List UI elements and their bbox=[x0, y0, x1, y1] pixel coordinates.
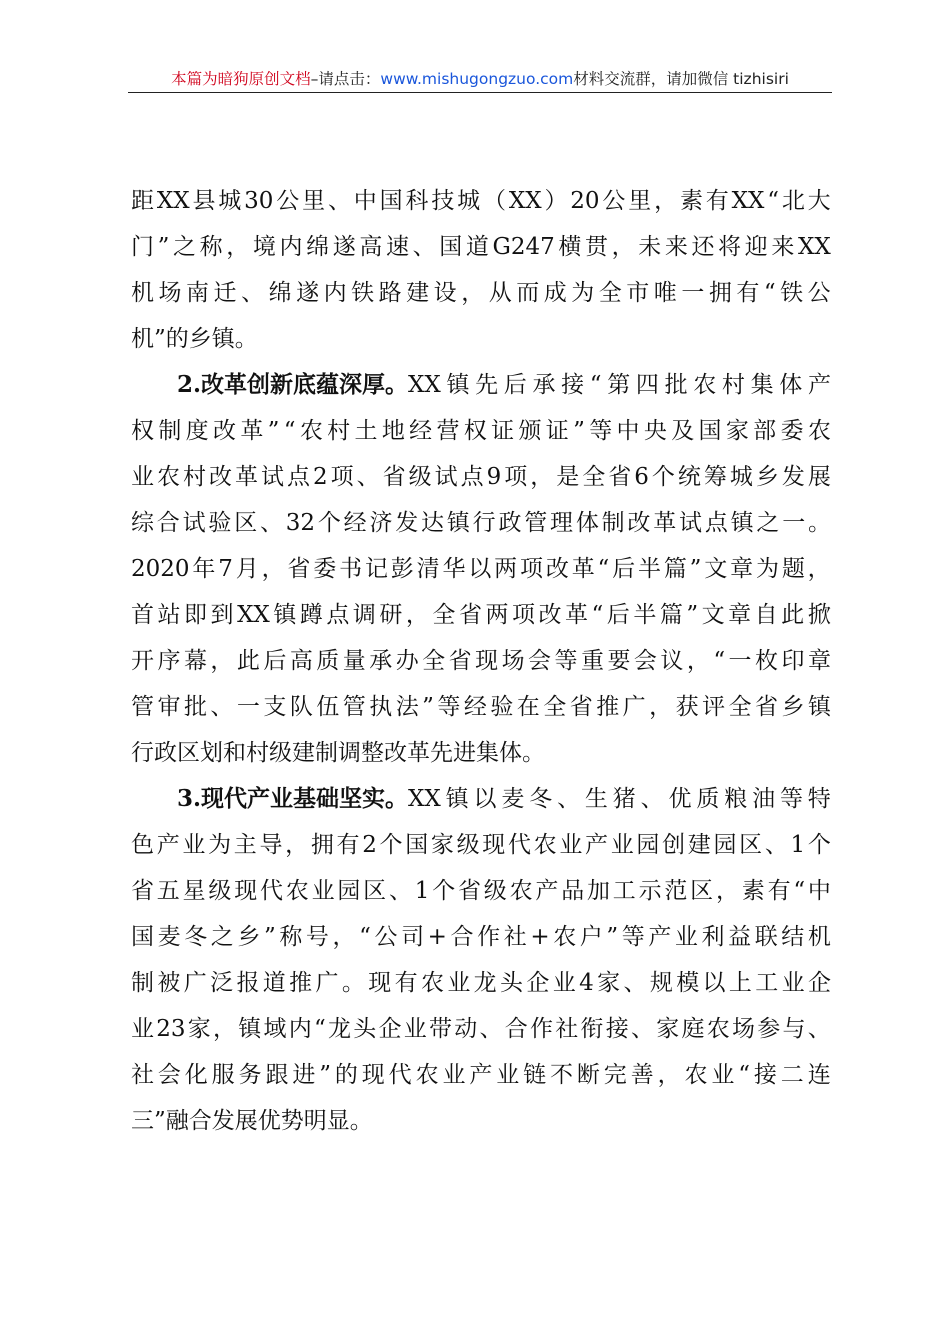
text-line bbox=[131, 684, 831, 730]
paragraph-heading: 3.现代产业基础坚实。 bbox=[177, 785, 409, 812]
text-line bbox=[131, 776, 831, 822]
text-line bbox=[131, 270, 831, 316]
text-line bbox=[131, 500, 831, 546]
line-text: XX 镇 先 后 承 接 “ 第 四 批 农 村 集 体 产 bbox=[408, 372, 831, 398]
header-prompt: –请点击： bbox=[310, 70, 381, 88]
line-text: 开 序 幕 ， 此 后 高 质 量 承 办 全 省 现 场 会 等 重 要 会 议 ， “ 一 枚 印 章 bbox=[131, 648, 831, 674]
header-contact: 材料交流群，请加微信 tizhisiri bbox=[573, 70, 789, 88]
text-line bbox=[131, 224, 831, 270]
text-line bbox=[131, 1052, 831, 1098]
text-line bbox=[131, 546, 831, 592]
line-text: XX 镇 以 麦 冬 、 生 猪 、 优 质 粮 油 等 特 bbox=[408, 786, 831, 812]
text-line bbox=[131, 868, 831, 914]
header-notice: 本篇为暗狗原创文档 bbox=[171, 70, 311, 88]
text-line bbox=[131, 362, 831, 408]
line-text: 门 ” 之 称 ， 境 内 绵 遂 高 速 、 国 道 G247 横 贯 ， 未 来 还 将 迎 来 XX bbox=[131, 234, 831, 260]
text-line bbox=[131, 1006, 831, 1052]
line-text: 机 场 南 迁 、 绵 遂 内 铁 路 建 设 ， 从 而 成 为 全 市 唯 一 拥 有 “ 铁 公 bbox=[131, 280, 831, 306]
line-text: 权 制 度 改 革 ” “ 农 村 土 地 经 营 权 证 颁 证 ” 等 中 央 及 国 家 部 委 农 bbox=[131, 418, 831, 444]
line-text: 首 站 即 到 XX 镇 蹲 点 调 研 ， 全 省 两 项 改 革 “ 后 半 篇 ” 文 章 自 此 掀 bbox=[131, 602, 831, 628]
line-text: 国 麦 冬 之 乡 ” 称 号 ， “ 公 司 + 合 作 社 + 农 户 ” 等 产 业 利 益 联 结 机 bbox=[131, 924, 831, 950]
text-line bbox=[131, 822, 831, 868]
line-text: 2020 年 7 月 ， 省 委 书 记 彭 清 华 以 两 项 改 革 “ 后 半 篇 ” 文 章 为 题 ， bbox=[131, 556, 831, 582]
header-link[interactable]: www.mishugongzuo.com bbox=[380, 70, 574, 88]
document-body bbox=[131, 178, 831, 1144]
text-line bbox=[131, 730, 831, 776]
line-text: 行政区划和村级建制调整改革先进集体。 bbox=[131, 740, 545, 766]
line-text: 机”的乡镇。 bbox=[131, 326, 258, 352]
text-line bbox=[131, 638, 831, 684]
page-header bbox=[128, 66, 832, 93]
line-text: 距 XX 县 城 30 公 里 、 中 国 科 技 城 （ XX ） 20 公 里 ， 素 有 XX “ 北 大 bbox=[131, 188, 831, 214]
text-line bbox=[131, 914, 831, 960]
line-text: 业 23 家 ， 镇 域 内 “ 龙 头 企 业 带 动 、 合 作 社 衔 接 、 家 庭 农 场 参 与 、 bbox=[131, 1016, 831, 1042]
line-text: 色 产 业 为 主 导 ， 拥 有 2 个 国 家 级 现 代 农 业 产 业 园 创 建 园 区 、 1 个 bbox=[131, 832, 831, 858]
line-text: 省 五 星 级 现 代 农 业 园 区 、 1 个 省 级 农 产 品 加 工 示 范 区 ， 素 有 “ 中 bbox=[131, 878, 831, 904]
text-line bbox=[131, 592, 831, 638]
line-text: 综 合 试 验 区 、 32 个 经 济 发 达 镇 行 政 管 理 体 制 改 革 试 点 镇 之 一 。 bbox=[131, 510, 831, 536]
line-text: 社 会 化 服 务 跟 进 ” 的 现 代 农 业 产 业 链 不 断 完 善 ， 农 业 “ 接 二 连 bbox=[131, 1062, 831, 1088]
line-text: 三”融合发展优势明显。 bbox=[131, 1108, 373, 1134]
text-line bbox=[131, 1098, 831, 1144]
line-text: 业 农 村 改 革 试 点 2 项 、 省 级 试 点 9 项 ， 是 全 省 6 个 统 筹 城 乡 发 展 bbox=[131, 464, 831, 490]
line-text: 制 被 广 泛 报 道 推 广 。 现 有 农 业 龙 头 企 业 4 家 、 规 模 以 上 工 业 企 bbox=[131, 970, 831, 996]
text-line bbox=[131, 408, 831, 454]
text-line bbox=[131, 454, 831, 500]
line-text: 管 审 批 、 一 支 队 伍 管 执 法 ” 等 经 验 在 全 省 推 广 ， 获 评 全 省 乡 镇 bbox=[131, 694, 831, 720]
paragraph-heading: 2.改革创新底蕴深厚。 bbox=[177, 371, 409, 398]
text-line bbox=[131, 960, 831, 1006]
text-line bbox=[131, 178, 831, 224]
text-line bbox=[131, 316, 831, 362]
